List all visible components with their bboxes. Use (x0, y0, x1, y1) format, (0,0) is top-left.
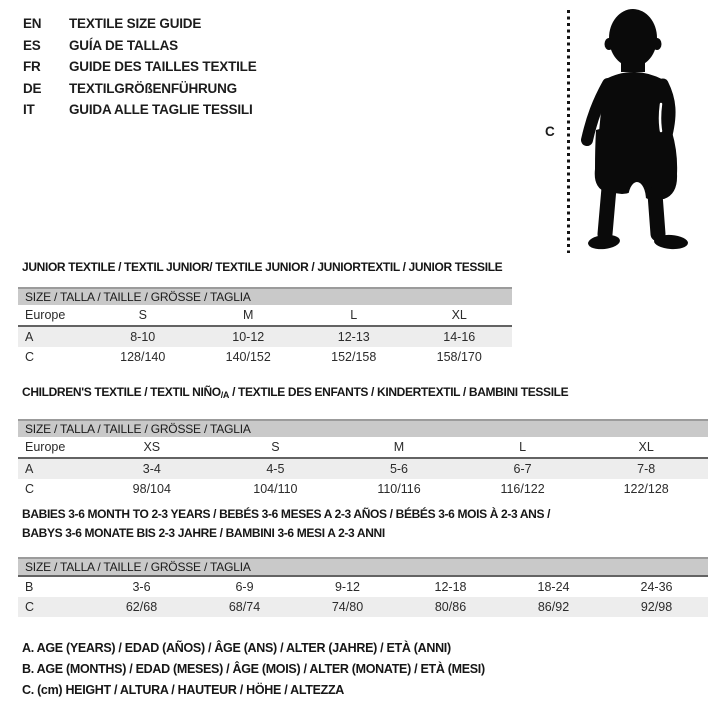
language-title-list (23, 13, 257, 121)
table-cell: 5-6 (389, 462, 409, 476)
section-heading-line (22, 505, 550, 524)
section-heading-children (22, 383, 568, 403)
table-cell: 6-9 (235, 580, 254, 594)
table-cell: 122/128 (623, 482, 669, 496)
table-cell: 80/86 (434, 600, 467, 614)
table-cell: L (350, 308, 358, 322)
table-row-c (18, 479, 708, 499)
section-heading-junior (22, 258, 502, 277)
table-row-c (18, 597, 708, 617)
row-label: Europe (25, 440, 66, 454)
table-cell: 8-10 (130, 330, 156, 344)
size-header-bar: SIZE / TALLA / TAILLE / GRÖSSE / TAGLIA (18, 419, 708, 437)
table-row-b (18, 577, 708, 597)
table-cell: S (271, 440, 280, 454)
guide-title-text: GUÍA DE TALLAS (69, 37, 178, 53)
row-label: A (25, 330, 34, 344)
row-label: A (25, 462, 34, 476)
table-cell: 116/122 (500, 482, 545, 496)
table-cell: 140/152 (225, 350, 271, 364)
language-title-row (23, 56, 257, 78)
table-cell: 158/170 (436, 350, 482, 364)
language-code: ES (23, 37, 41, 53)
language-title-row (23, 35, 257, 57)
table-cell: 18-24 (537, 580, 570, 594)
table-cell: 12-18 (434, 580, 467, 594)
row-label: B (25, 580, 34, 594)
table-cell: 110/116 (377, 482, 421, 496)
size-table-children (18, 419, 708, 499)
section-heading-babies (22, 505, 550, 542)
heading-text-segment: /A (220, 390, 230, 400)
table-row-a (18, 459, 708, 479)
size-header-bar: SIZE / TALLA / TAILLE / GRÖSSE / TAGLIA (18, 557, 708, 577)
table-cell: 24-36 (640, 580, 673, 594)
table-cell: 92/98 (640, 600, 673, 614)
height-measure-dotted-line (567, 10, 570, 253)
language-title-row (23, 78, 257, 100)
table-cell: 9-12 (334, 580, 361, 594)
language-code: IT (23, 102, 35, 118)
guide-title-text: GUIDA ALLE TAGLIE TESSILI (69, 102, 253, 118)
table-cell: M (393, 440, 405, 454)
legend-line: B. AGE (MONTHS) / EDAD (MESES) / ÂGE (MOIS) / ALTER (MONATE) / ETÀ (MESI) (22, 661, 485, 676)
table-row-a (18, 327, 512, 347)
table-cell: 128/140 (120, 350, 166, 364)
size-table-babies (18, 557, 708, 617)
table-cell: 152/158 (331, 350, 377, 364)
heading-text-segment: BABIES 3-6 MONTH TO 2-3 YEARS / BEBÉS 3-6 MESES A 2-3 AÑOS / BÉBÉS 3-6 MOIS À 2-3 ANS / (22, 507, 551, 521)
heading-text-segment: JUNIOR TEXTILE / TEXTIL JUNIOR/ TEXTILE JUNIOR / JUNIORTEXTIL / JUNIOR TESSILE (22, 260, 503, 274)
heading-text-segment: BABYS 3-6 MONATE BIS 2-3 JAHRE / BAMBINI 3-6 MESI A 2-3 ANNI (22, 525, 385, 540)
table-cell: 4-5 (266, 462, 285, 476)
section-heading-line (22, 258, 502, 277)
table-row-europe (18, 305, 512, 327)
row-label: C (25, 350, 35, 364)
legend-line: C. (cm) HEIGHT / ALTURA / HAUTEUR / HÖHE / ALTEZZA (22, 682, 345, 697)
table-cell: 68/74 (228, 600, 261, 614)
heading-text-segment: CHILDREN'S TEXTILE / TEXTIL NIÑO (22, 385, 221, 399)
measurement-legend (22, 638, 485, 700)
language-code: FR (23, 59, 41, 75)
table-cell: 12-13 (337, 330, 370, 344)
table-cell: 62/68 (125, 600, 158, 614)
table-cell: 10-12 (232, 330, 265, 344)
language-code: DE (23, 80, 42, 96)
language-code: EN (23, 16, 42, 31)
row-label: C (25, 482, 35, 496)
measure-c-label: C (545, 124, 555, 139)
table-cell: 86/92 (537, 600, 570, 614)
table-cell: S (138, 308, 147, 322)
guide-title-text: TEXTILGRÖßENFÜHRUNG (69, 80, 237, 96)
section-heading-line (22, 383, 568, 403)
table-row-c (18, 347, 512, 367)
language-title-row (23, 13, 257, 35)
table-cell: 3-4 (142, 462, 161, 476)
row-label: C (25, 600, 35, 614)
table-cell: 14-16 (443, 330, 476, 344)
table-cell: XL (451, 308, 467, 322)
table-cell: 3-6 (132, 580, 151, 594)
row-label: Europe (25, 308, 66, 322)
table-cell: M (243, 308, 254, 322)
language-title-row (23, 99, 257, 121)
table-cell: 7-8 (637, 462, 656, 476)
section-heading-line (22, 524, 550, 543)
size-table-junior (18, 287, 512, 367)
guide-title-text: TEXTILE SIZE GUIDE (69, 16, 202, 31)
table-cell: 6-7 (513, 462, 532, 476)
table-cell: XS (143, 440, 161, 454)
toddler-silhouette-icon (576, 2, 708, 252)
table-cell: 104/110 (253, 482, 298, 496)
table-cell: 98/104 (132, 482, 171, 496)
table-cell: L (519, 440, 527, 454)
heading-text-segment: / TEXTILE DES ENFANTS / KINDERTEXTIL / BAMBINI TESSILE (229, 385, 569, 399)
legend-line: A. AGE (YEARS) / EDAD (AÑOS) / ÂGE (ANS) / ALTER (JAHRE) / ETÀ (ANNI) (22, 641, 451, 655)
guide-title-text: GUIDE DES TAILLES TEXTILE (69, 59, 257, 75)
table-cell: XL (638, 440, 654, 454)
table-cell: 74/80 (331, 600, 364, 614)
size-header-bar: SIZE / TALLA / TAILLE / GRÖSSE / TAGLIA (18, 287, 512, 305)
table-row-europe (18, 437, 708, 459)
